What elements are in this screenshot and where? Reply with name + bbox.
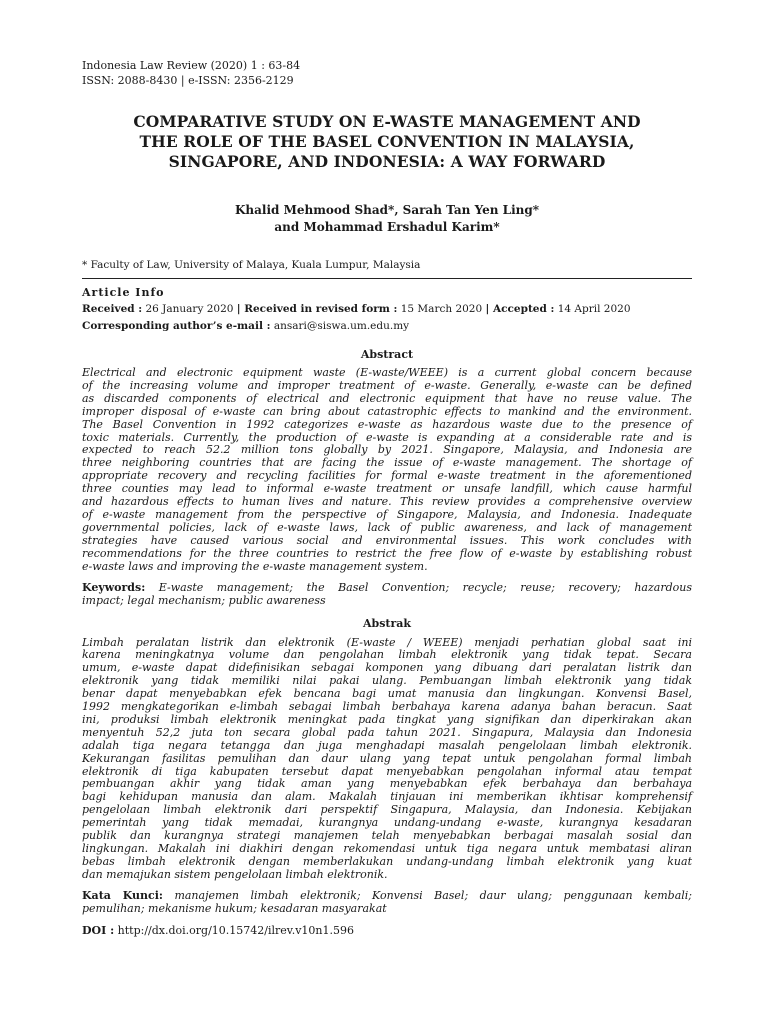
keywords-label: Keywords: [82, 580, 146, 594]
text-line: umum, e-waste dapat didefinisikan sebagai komponen yang dibuang dari peralatan listrik dan [82, 661, 692, 675]
keywords-text: impact; legal mechanism; public awareness [82, 594, 326, 607]
text-line: pembuangan akhir yang tidak aman yang menyebabkan efek berbahaya dan berbahaya [82, 777, 692, 791]
author-list [82, 202, 692, 236]
doi-line [82, 924, 692, 938]
text-line: Kekurangan fasilitas pemulihan dan daur ulang yang tepat untuk pengolahan formal limbah [82, 751, 692, 765]
kata-kunci-text: manajemen limbah elektronik; Konvensi Basel; daur ulang; penggunaan kembali; [174, 888, 692, 902]
abstrak-heading: Abstrak [362, 616, 412, 630]
affiliation: * Faculty of Law, University of Malaya, Kuala Lumpur, Malaysia [82, 259, 421, 271]
text-line: elektronik yang tidak memiliki nilai pakai ulang. Pembuangan limbah elektronik yang tidak [82, 674, 692, 688]
text-line: bebas limbah elektronik dengan memberlakukan undang-undang limbah elektronik yang kuat [82, 854, 692, 868]
accepted-date: 14 April 2020 [557, 303, 631, 315]
email-address[interactable]: ansari@siswa.um.edu.my [273, 320, 410, 332]
text-line: e-waste laws and improving the e-waste management system. [82, 559, 428, 573]
journal-header [82, 58, 692, 88]
text-line: dan memajukan sistem pengelolaan limbah elektronik. [82, 867, 388, 881]
text-line: pemerintah yang tidak memadai, kurangnya undang-undang e-waste, kurangnya kesadaran [82, 816, 692, 830]
text-line: menyentuh 52,2 juta ton secara global pada tahun 2021. Singapura, Malaysia dan Indonesia [82, 725, 692, 739]
article-dates: Received : 26 January 2020 | Received in revised form : 15 March 2020 | Accepted : 14 April 2020 [82, 303, 631, 315]
text-line: Electrical and electronic equipment waste (E-waste/WEEE) is a current global concern because [82, 366, 692, 379]
text-line: Limbah peralatan listrik dan elektronik (E-waste / WEEE) menjadi perhatian global saat ini [82, 635, 692, 649]
text-line: strategies have caused various social and environmental issues. This work concludes with [82, 533, 692, 547]
text-line: improper disposal of e-waste can bring about catastrophic effects to mankind and the environment. [82, 404, 692, 418]
title-line: SINGAPORE, AND INDONESIA: A WAY FORWARD [168, 152, 606, 171]
corresponding-email [82, 318, 692, 335]
title-line: THE ROLE OF THE BASEL CONVENTION IN MALAYSIA, [139, 132, 635, 151]
issn-line: ISSN: 2088-8430 | e-ISSN: 2356-2129 [82, 74, 294, 87]
doi-label: DOI : [82, 923, 115, 937]
abstract-body [82, 367, 692, 574]
text-line: recommendations for the three countries to restrict the free flow of e-waste by establishing robust [82, 546, 692, 560]
text-line: benar dapat menyebabkan efek bencana bagi umat manusia dan lingkungan. Konvensi Basel, [82, 687, 692, 701]
text-line: of the increasing volume and improper treatment of e-waste. Generally, e-waste can be defined [82, 378, 692, 392]
paper-page [82, 58, 692, 938]
authors-line: and Mohammad Ershadul Karim* [274, 220, 500, 234]
accepted-label: Accepted : [493, 303, 555, 315]
journal-citation: Indonesia Law Review (2020) 1 : 63-84 [82, 59, 301, 72]
text-line: appropriate recovery and recycling facilities for formal e-waste treatment in the aforementioned [82, 469, 692, 483]
text-line: 1992 mengkategorikan e-limbah sebagai limbah berbahaya karena adanya bahan beracun. Saat [82, 700, 692, 714]
text-line: of e-waste management from the perspective of Singapore, Malaysia, and Indonesia. Inadequate [82, 507, 692, 521]
text-line: bagi kehidupan manusia dan alam. Makalah tinjauan ini memberikan ikhtisar komprehensif [82, 790, 692, 804]
kata-kunci [82, 889, 692, 916]
authors-line: Khalid Mehmood Shad*, Sarah Tan Yen Ling* [234, 203, 540, 217]
paper-title [82, 112, 692, 172]
text-line: expected to reach 52.2 million tons globally by 2021. Singapore, Malaysia, and Indonesia are [82, 443, 692, 457]
received-label: Received : [82, 303, 143, 315]
doi-link[interactable]: http://dx.doi.org/10.15742/ilrev.v10n1.596 [117, 923, 354, 937]
text-line: lingkungan. Makalah ini diakhiri dengan rekomendasi untuk tiga negara untuk membatasi aliran [82, 842, 692, 855]
revised-date: 15 March 2020 [400, 303, 483, 315]
received-date: 26 January 2020 [145, 303, 234, 315]
text-line: and hazardous effects to human lives and nature. This review provides a comprehensive overview [82, 495, 692, 509]
text-line: governmental policies, lack of e-waste laws, lack of public awareness, and lack of management [82, 520, 692, 534]
text-line: adalah tiga negara tetangga dan juga menghadapi masalah pengelolaan limbah elektronik. [82, 738, 692, 752]
text-line: karena meningkatnya volume dan pengolahan limbah elektronik yang tidak tepat. Secara [82, 648, 692, 662]
text-line: three neighboring countries that are facing the issue of e-waste management. The shortage of [82, 456, 692, 470]
kata-kunci-label: Kata Kunci: [82, 888, 163, 902]
text-line: publik dan kurangnya strategi manajemen telah menyebabkan berbagai masalah sosial dan [82, 829, 692, 843]
text-line: pengelolaan limbah elektronik dari perspektif Singapura, Malaysia, dan Indonesia. Kebijakan [82, 803, 692, 817]
text-line: as discarded components of electrical and electronic equipment that have no reuse value. The [82, 391, 692, 405]
keywords-text: E-waste management; the Basel Convention; recycle; reuse; recovery; hazardous [158, 580, 692, 594]
title-line: COMPARATIVE STUDY ON E-WASTE MANAGEMENT AND [133, 112, 641, 131]
text-line: ini, produksi limbah elektronik meningkat pada tingkat yang signifikan dan diperkirakan akan [82, 712, 692, 726]
text-line: three counties may lead to informal e-waste treatment or unsafe landfill, which cause harmful [82, 482, 692, 496]
text-line: elektronik di tiga kabupaten tersebut dapat menyebabkan pengolahan informal atau tempat [82, 764, 692, 778]
abstrak-body [82, 637, 692, 882]
text-line: The Basel Convention in 1992 categorizes e-waste as hazardous waste due to the presence of [82, 417, 692, 431]
abstract-heading: Abstract [360, 348, 414, 361]
revised-label: Received in revised form : [244, 303, 398, 315]
email-label: Corresponding author’s e-mail : [82, 320, 271, 332]
kata-kunci-text: pemulihan; mekanisme hukum; kesadaran masyarakat [82, 902, 387, 916]
keywords [82, 581, 692, 608]
text-line: toxic materials. Currently, the production of e-waste is expanding at a considerable rate and is [82, 430, 692, 444]
divider [82, 278, 692, 279]
article-info-heading: Article Info [82, 286, 165, 299]
